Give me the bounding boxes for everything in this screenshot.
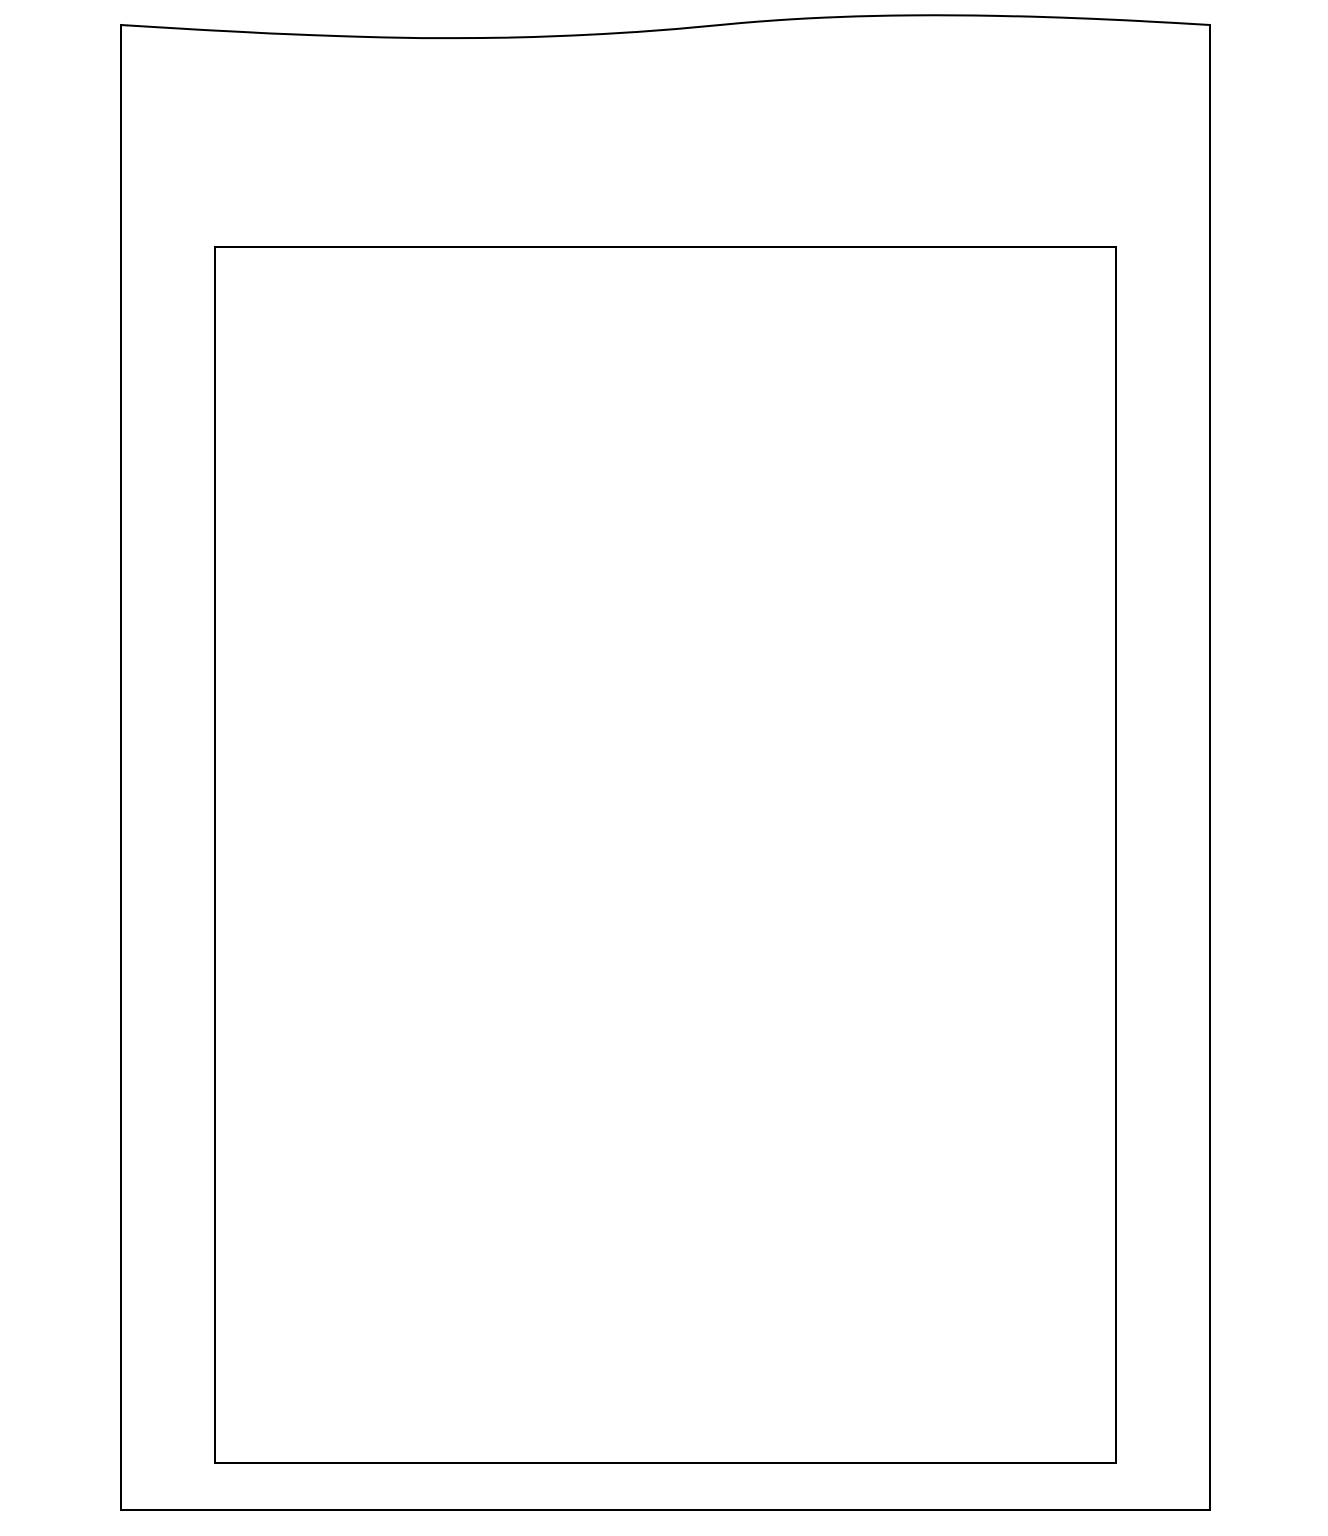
ecu-box: [215, 247, 1116, 1463]
outer-frame: [121, 15, 1210, 1510]
